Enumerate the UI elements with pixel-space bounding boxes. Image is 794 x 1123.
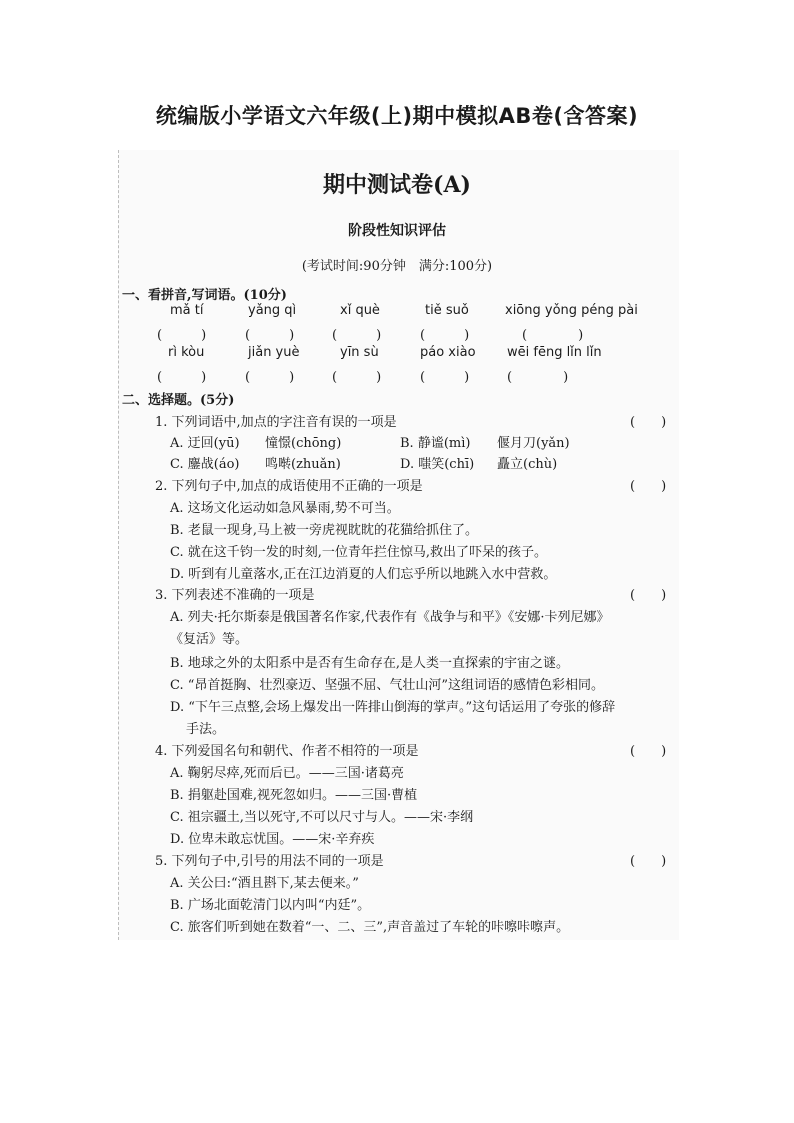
q2-option-b: B. 老鼠一现身,马上被一旁虎视眈眈的花猫给抓住了。 [170, 523, 478, 538]
q3-option-d: D. “下午三点整,会场上爆发出一阵排山倒海的掌声。”这句话运用了夸张的修辞 [170, 700, 616, 715]
answer-blank-8[interactable]: ( ) [332, 370, 382, 385]
q1-option-a2: 憧憬(chōng) [265, 436, 342, 451]
pinyin-9: páo xiào [420, 345, 476, 360]
q4-option-c: C. 祖宗疆土,当以死守,不可以尺寸与人。——宋·李纲 [170, 810, 474, 825]
pinyin-8: yīn sù [340, 345, 379, 360]
question-4-stem: 4. 下列爱国名句和朝代、作者不相符的一项是 [155, 744, 419, 759]
q4-option-d: D. 位卑未敢忘忧国。——宋·辛弃疾 [170, 832, 375, 847]
pinyin-5: xiōng yǒng péng pài [505, 303, 638, 318]
q1-option-d1: D. 嗤笑(chī) [400, 457, 475, 472]
question-1-stem: 1. 下列词语中,加点的字注音有误的一项是 [155, 415, 397, 430]
answer-blank-6[interactable]: ( ) [157, 370, 207, 385]
q1-option-c2: 鸣啭(zhuǎn) [265, 457, 341, 472]
exam-title: 期中测试卷(A) [323, 172, 471, 198]
q4-option-a: A. 鞠躬尽瘁,死而后已。——三国·诸葛亮 [170, 766, 404, 781]
pinyin-10: wēi fēng lǐn lǐn [507, 345, 602, 360]
answer-blank-1[interactable]: ( ) [157, 328, 207, 343]
q1-option-b1: B. 静谧(mì) [400, 436, 471, 451]
exam-subtitle: 阶段性知识评估 [348, 223, 446, 239]
question-5-answer-bracket[interactable]: ( ) [630, 854, 667, 869]
q1-option-c1: C. 鏖战(áo) [170, 457, 240, 472]
q5-option-b: B. 广场北面乾清门以内叫“内廷”。 [170, 898, 371, 913]
q1-option-b2: 偃月刀(yǎn) [497, 436, 570, 451]
answer-blank-10[interactable]: ( ) [507, 370, 572, 385]
question-3-stem: 3. 下列表述不准确的一项是 [155, 588, 315, 603]
q3-option-d-cont: 手法。 [186, 722, 226, 737]
question-5-stem: 5. 下列句子中,引号的用法不同的一项是 [155, 854, 384, 869]
answer-blank-5[interactable]: ( ) [522, 328, 587, 343]
pinyin-4: tiě suǒ [425, 303, 469, 318]
q1-option-a1: A. 迂回(yū) [170, 436, 240, 451]
q2-option-c: C. 就在这千钧一发的时刻,一位青年拦住惊马,救出了吓呆的孩子。 [170, 545, 548, 560]
q3-option-a: A. 列夫·托尔斯泰是俄国著名作家,代表作有《战争与和平》《安娜·卡列尼娜》 [170, 610, 610, 625]
answer-blank-3[interactable]: ( ) [332, 328, 382, 343]
section-2-heading: 二、选择题。(5分) [122, 393, 235, 408]
answer-blank-2[interactable]: ( ) [245, 328, 295, 343]
q3-option-b: B. 地球之外的太阳系中是否有生命存在,是人类一直探索的宇宙之谜。 [170, 656, 569, 671]
document-title: 统编版小学语文六年级(上)期中模拟AB卷(含答案) [155, 104, 639, 128]
exam-info: (考试时间:90分钟 满分:100分) [301, 259, 493, 274]
question-4-answer-bracket[interactable]: ( ) [630, 744, 667, 759]
question-2-stem: 2. 下列句子中,加点的成语使用不正确的一项是 [155, 479, 423, 494]
q3-option-c: C. “昂首挺胸、壮烈豪迈、坚强不屈、气壮山河”这组词语的感情色彩相同。 [170, 678, 605, 693]
q2-option-d: D. 听到有儿童落水,正在江边消夏的人们忘乎所以地跳入水中营救。 [170, 567, 557, 582]
q4-option-b: B. 捐躯赴国难,视死忽如归。——三国·曹植 [170, 788, 418, 803]
section-1-heading: 一、看拼音,写词语。(10分) [122, 288, 287, 303]
question-3-answer-bracket[interactable]: ( ) [630, 588, 667, 603]
pinyin-1: mǎ tí [170, 303, 204, 318]
pinyin-7: jiǎn yuè [248, 345, 300, 360]
answer-blank-7[interactable]: ( ) [245, 370, 295, 385]
q5-option-a: A. 关公曰:“酒且斟下,某去便来。” [170, 876, 359, 891]
answer-blank-9[interactable]: ( ) [420, 370, 470, 385]
q1-option-d2: 矗立(chù) [497, 457, 558, 472]
question-2-answer-bracket[interactable]: ( ) [630, 479, 667, 494]
pinyin-2: yǎng qì [248, 303, 297, 318]
pinyin-3: xǐ què [340, 303, 380, 318]
pinyin-6: rì kòu [168, 345, 205, 360]
question-1-answer-bracket[interactable]: ( ) [630, 415, 667, 430]
q5-option-c: C. 旅客们听到她在数着“一、二、三”,声音盖过了车轮的咔嚓咔嚓声。 [170, 920, 570, 935]
answer-blank-4[interactable]: ( ) [420, 328, 470, 343]
q3-option-a-cont: 《复活》等。 [170, 632, 249, 647]
q2-option-a: A. 这场文化运动如急风暴雨,势不可当。 [170, 501, 400, 516]
